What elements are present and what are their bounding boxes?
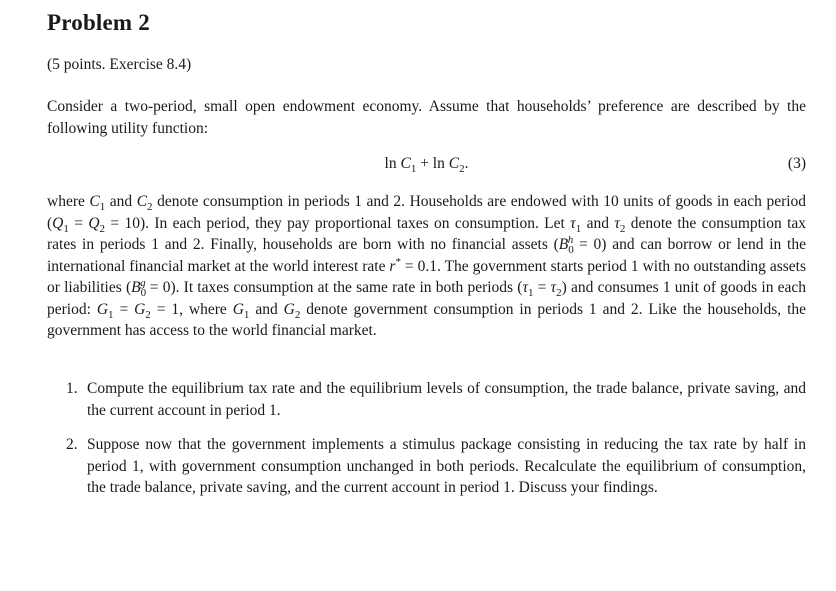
text-fragment: and <box>255 300 278 318</box>
question-number: 1. <box>66 380 78 397</box>
question-item <box>66 434 806 499</box>
equation-number: (3) <box>787 155 806 172</box>
math-tau: $\tau_1 = \tau_2$ <box>522 279 562 300</box>
utility-equation: $\ln C_1 + \ln C_2$. <box>384 155 469 176</box>
math-bh: $B_0^h = 0$ <box>558 233 602 257</box>
text-fragment: ). It taxes consumption at the same rate in both periods ( <box>170 279 523 296</box>
question-item <box>66 378 806 421</box>
text-fragment: ) and consumes 1 unit of goods in each period: <box>47 279 807 318</box>
question-text: Compute the equilibrium tax rate and the equilibrium levels of consumption, the trade balance, private saving, and the current account in period 1. <box>87 380 806 419</box>
math-r: r* = 0.1 <box>389 255 438 275</box>
question-text: Suppose now that the government implements a stimulus package consisting in reducing the tax rate by half in period 1, with government consumption unchanged in both periods. Recalculate the equilibrium of consumption, the trade balance, private saving, and the current account in period 1. Discuss your findings. <box>87 436 806 496</box>
text-fragment: and <box>109 193 133 210</box>
text-fragment: denote consumption in periods 1 and 2. Households are endowed with 10 units of goods in each period ( <box>47 193 807 232</box>
text-fragment: and <box>586 214 609 232</box>
text-fragment: ) and can borrow or lend in the international financial market at the world interest rate <box>47 236 806 275</box>
problem-points: (5 points. Exercise 8.4) <box>47 56 192 73</box>
intro-paragraph: Consider a two-period, small open endowment economy. Assume that households’ preference are described by the following utility function: <box>47 98 806 137</box>
model-description-paragraph: where $C_1$ and $C_2$ denote consumption in periods 1 and 2. Households are endowed with 10 units of goods in each period $(Q_1 = Q_2 = 10)$. In each period, they pay proportional taxes on consumption. Let $\tau_1$ and $\tau_2$ denote the consumption tax rates in periods 1 and 2. Finally, households are born with no financial assets $(B_0^h = 0)$ and can borrow or lend in the international financial market at the world interest rate r* = 0.1. The government starts period 1 with no outstanding assets or liabilities $(B_0^g = 0)$. It taxes consumption at the same rate in both periods $(\tau_1 = \tau_2)$ and consumes 1 unit of goods in each period: $G_1 = G_2 = 1$, where $G_1$ and $G_2$ denote government consumption in periods 1 and 2. Like the households, the government has access to the world financial market. <box>47 193 807 339</box>
problem-title: Problem 2 <box>47 10 150 35</box>
text-fragment: , where <box>179 300 227 318</box>
question-number: 2. <box>66 436 78 453</box>
utility-equation-row <box>47 155 806 177</box>
text-fragment: where <box>47 193 85 210</box>
text-fragment: . The government starts period 1 with no outstanding assets or liabilities ( <box>47 257 807 296</box>
text-fragment: ). In each period, they pay proportional taxes on consumption. Let <box>139 214 565 232</box>
text-fragment: denote government consumption in periods 1 and 2. Like the households, the government has access to the world financial market. <box>47 300 807 339</box>
text-fragment: denote the consumption tax rates in periods 1 and 2. Finally, households are born with no financial assets ( <box>47 214 807 253</box>
math-g: $G_1 = G_2 = 1$ <box>96 300 180 321</box>
math-q-eq: $Q_1 = Q_2 = 10$ <box>52 214 140 235</box>
math-bg: $B_0^g = 0$ <box>131 276 171 300</box>
